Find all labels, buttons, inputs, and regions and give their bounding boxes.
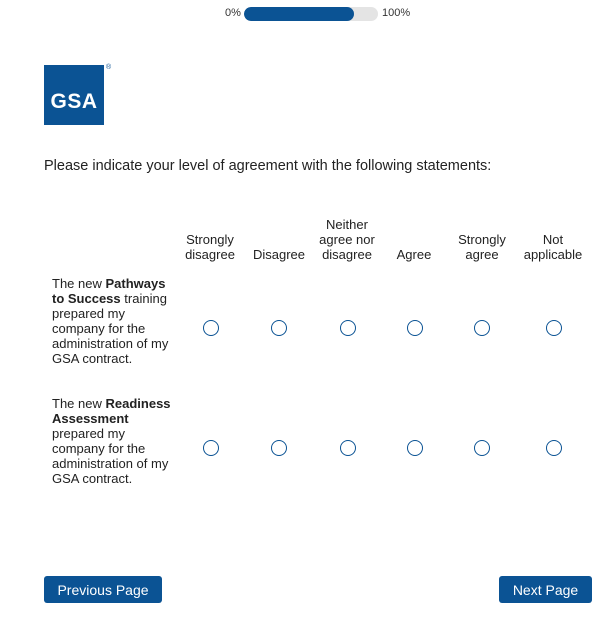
statement-2-radio-agree[interactable]: [407, 440, 423, 456]
statement-1-radio-strongly-disagree[interactable]: [203, 320, 219, 336]
logo-text: GSA: [50, 90, 98, 113]
progress-fill: [244, 7, 354, 21]
statement-2-suffix: prepared my company for the administration of my GSA contract.: [52, 426, 169, 486]
statement-1-radio-strongly-agree[interactable]: [474, 320, 490, 336]
question-instructions: Please indicate your level of agreement with the following statements:: [44, 158, 492, 174]
gsa-logo: [44, 64, 112, 125]
column-header-agree: Agree: [396, 247, 432, 262]
statement-1-radio-disagree[interactable]: [271, 320, 287, 336]
column-header-disagree: Disagree: [252, 247, 306, 262]
statement-2-radio-neither[interactable]: [340, 440, 356, 456]
statement-2-radio-strongly-disagree[interactable]: [203, 440, 219, 456]
column-header-strongly-agree: Strongly agree: [458, 232, 506, 262]
statement-1-suffix: training prepared my company for the administration of my GSA contract.: [52, 291, 169, 366]
column-header-neither: Neither agree nor disagree: [319, 217, 375, 262]
registered-mark: ®: [106, 64, 112, 71]
statement-1-label: [52, 276, 172, 366]
column-header-not-applicable: Not applicable: [523, 232, 583, 262]
statement-1-radio-not-applicable[interactable]: [546, 320, 562, 336]
statement-1-radio-agree[interactable]: [407, 320, 423, 336]
statement-2-radio-not-applicable[interactable]: [546, 440, 562, 456]
statement-2-radio-strongly-agree[interactable]: [474, 440, 490, 456]
progress-bar: [0, 6, 612, 22]
statement-2-radio-disagree[interactable]: [271, 440, 287, 456]
progress-track: [244, 7, 378, 21]
statement-1-prefix: The new: [52, 276, 102, 291]
statement-1-radio-neither[interactable]: [340, 320, 356, 336]
progress-end-label: 100%: [382, 7, 411, 19]
statement-2-prefix: The new: [52, 396, 102, 411]
progress-start-label: 0%: [225, 7, 241, 19]
statement-2-bold: Readiness Assessment: [52, 396, 171, 426]
previous-page-button[interactable]: Previous Page: [44, 576, 162, 603]
column-header-strongly-disagree: Strongly disagree: [185, 232, 235, 262]
next-page-button[interactable]: Next Page: [499, 576, 592, 603]
statement-2-label: [52, 396, 172, 486]
statement-1-bold: Pathways to Success: [52, 276, 166, 306]
